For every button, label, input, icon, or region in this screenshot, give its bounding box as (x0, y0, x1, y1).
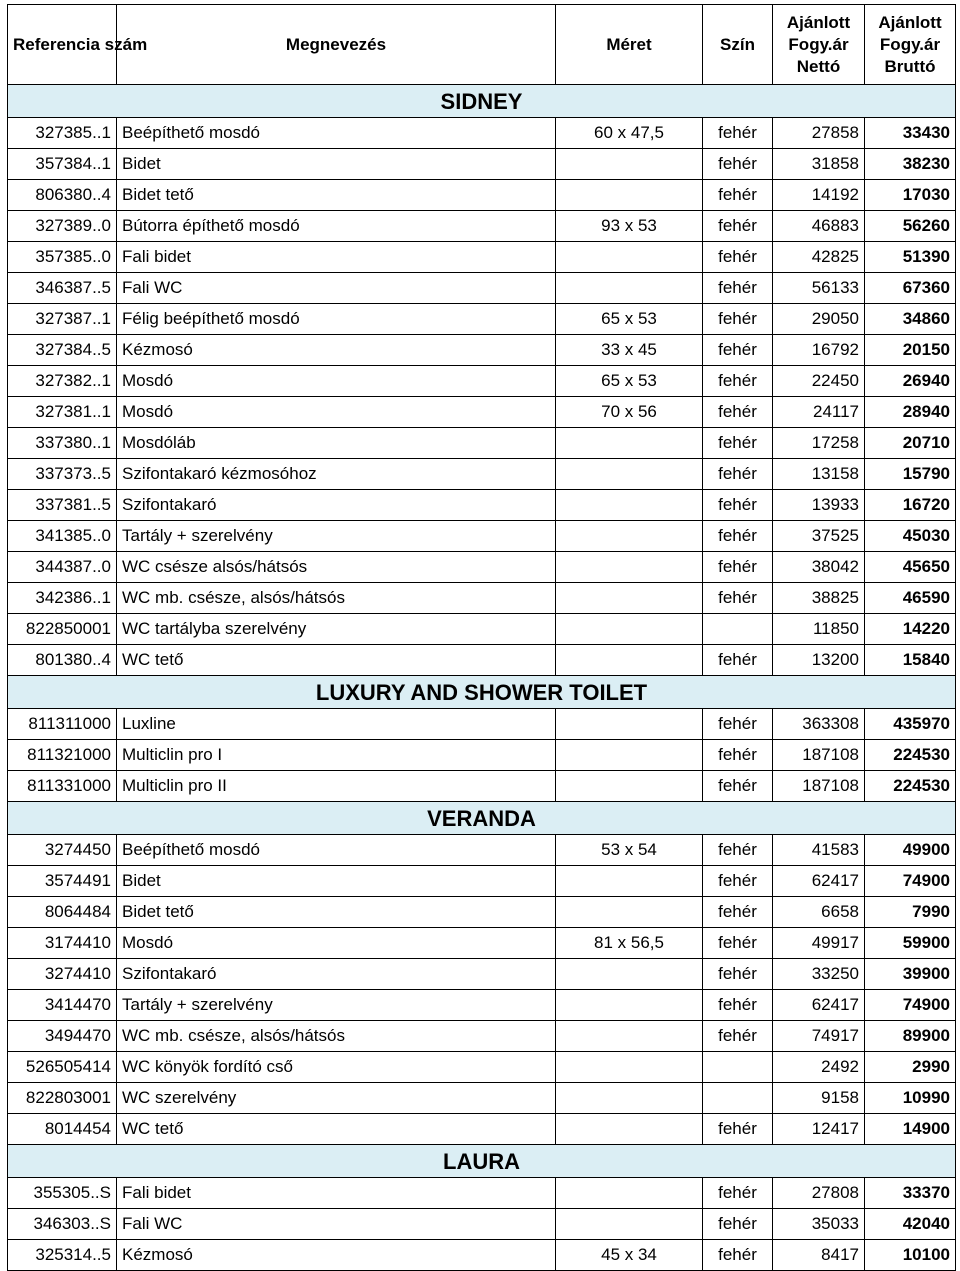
cell-color: fehér (703, 771, 773, 802)
cell-net-price: 187108 (773, 771, 865, 802)
cell-color: fehér (703, 397, 773, 428)
cell-size (556, 459, 703, 490)
cell-color: fehér (703, 428, 773, 459)
cell-color: fehér (703, 273, 773, 304)
section-header (8, 802, 956, 835)
cell-gross-price: 56260 (865, 211, 956, 242)
table-body (8, 85, 956, 1271)
header-gross: Ajánlott Fogy.ár Bruttó (865, 5, 956, 85)
cell-net-price: 13158 (773, 459, 865, 490)
cell-name: Bidet (117, 149, 556, 180)
cell-color: fehér (703, 583, 773, 614)
cell-net-price: 24117 (773, 397, 865, 428)
cell-net-price: 187108 (773, 740, 865, 771)
cell-size (556, 428, 703, 459)
cell-size (556, 645, 703, 676)
cell-ref: 811311000 (8, 709, 117, 740)
cell-ref: 327382..1 (8, 366, 117, 397)
table-row (8, 771, 956, 802)
table-row (8, 366, 956, 397)
table-row (8, 304, 956, 335)
cell-gross-price: 45650 (865, 552, 956, 583)
cell-gross-price: 67360 (865, 273, 956, 304)
cell-ref: 337373..5 (8, 459, 117, 490)
table-row (8, 1052, 956, 1083)
cell-name: Beépíthető mosdó (117, 118, 556, 149)
table-row (8, 335, 956, 366)
cell-name: WC tető (117, 645, 556, 676)
header-color: Szín (703, 5, 773, 85)
cell-name: Fali WC (117, 273, 556, 304)
cell-ref: 811331000 (8, 771, 117, 802)
cell-gross-price: 28940 (865, 397, 956, 428)
cell-net-price: 9158 (773, 1083, 865, 1114)
cell-name: Fali WC (117, 1209, 556, 1240)
cell-size: 70 x 56 (556, 397, 703, 428)
cell-ref: 3414470 (8, 990, 117, 1021)
table-row (8, 959, 956, 990)
table-row (8, 1209, 956, 1240)
table-row (8, 1083, 956, 1114)
cell-size (556, 866, 703, 897)
table-row (8, 118, 956, 149)
cell-size (556, 583, 703, 614)
cell-net-price: 6658 (773, 897, 865, 928)
section-title: LUXURY AND SHOWER TOILET (8, 676, 956, 709)
cell-gross-price: 74900 (865, 866, 956, 897)
cell-size (556, 1052, 703, 1083)
cell-name: Multiclin pro II (117, 771, 556, 802)
cell-color: fehér (703, 552, 773, 583)
cell-size (556, 771, 703, 802)
cell-gross-price: 14220 (865, 614, 956, 645)
cell-ref: 342386..1 (8, 583, 117, 614)
cell-ref: 357385..0 (8, 242, 117, 273)
cell-gross-price: 39900 (865, 959, 956, 990)
price-list (7, 4, 956, 1271)
cell-gross-price: 51390 (865, 242, 956, 273)
table-row (8, 866, 956, 897)
cell-color: fehér (703, 835, 773, 866)
cell-size (556, 490, 703, 521)
section-title: LAURA (8, 1145, 956, 1178)
cell-name: Szifontakaró (117, 490, 556, 521)
header-ref: Referencia szám (8, 5, 117, 85)
cell-gross-price: 17030 (865, 180, 956, 211)
cell-name: Mosdó (117, 928, 556, 959)
cell-net-price: 31858 (773, 149, 865, 180)
cell-size (556, 521, 703, 552)
cell-net-price: 13933 (773, 490, 865, 521)
table-row (8, 211, 956, 242)
cell-size: 53 x 54 (556, 835, 703, 866)
cell-ref: 3574491 (8, 866, 117, 897)
table-row (8, 928, 956, 959)
cell-gross-price: 10100 (865, 1240, 956, 1271)
cell-gross-price: 49900 (865, 835, 956, 866)
cell-name: Beépíthető mosdó (117, 835, 556, 866)
cell-name: Tartály + szerelvény (117, 990, 556, 1021)
cell-ref: 344387..0 (8, 552, 117, 583)
cell-color: fehér (703, 990, 773, 1021)
cell-color: fehér (703, 1178, 773, 1209)
header-size: Méret (556, 5, 703, 85)
cell-net-price: 33250 (773, 959, 865, 990)
header-net: Ajánlott Fogy.ár Nettó (773, 5, 865, 85)
cell-gross-price: 10990 (865, 1083, 956, 1114)
cell-ref: 357384..1 (8, 149, 117, 180)
cell-ref: 327381..1 (8, 397, 117, 428)
cell-name: WC mb. csésze, alsós/hátsós (117, 583, 556, 614)
cell-gross-price: 34860 (865, 304, 956, 335)
table-row (8, 709, 956, 740)
cell-name: Luxline (117, 709, 556, 740)
cell-color: fehér (703, 897, 773, 928)
cell-color: fehér (703, 1021, 773, 1052)
cell-size (556, 1021, 703, 1052)
cell-size (556, 273, 703, 304)
cell-ref: 327387..1 (8, 304, 117, 335)
cell-ref: 806380..4 (8, 180, 117, 211)
table-row (8, 428, 956, 459)
cell-ref: 325314..5 (8, 1240, 117, 1271)
cell-name: Bútorra építhető mosdó (117, 211, 556, 242)
cell-name: Tartály + szerelvény (117, 521, 556, 552)
cell-size: 60 x 47,5 (556, 118, 703, 149)
cell-net-price: 27858 (773, 118, 865, 149)
cell-color: fehér (703, 366, 773, 397)
cell-color: fehér (703, 304, 773, 335)
cell-color: fehér (703, 1114, 773, 1145)
table-row (8, 242, 956, 273)
cell-net-price: 13200 (773, 645, 865, 676)
table-row (8, 645, 956, 676)
table-row (8, 1240, 956, 1271)
cell-gross-price: 38230 (865, 149, 956, 180)
cell-gross-price: 46590 (865, 583, 956, 614)
section-header (8, 676, 956, 709)
cell-net-price: 38825 (773, 583, 865, 614)
cell-ref: 337381..5 (8, 490, 117, 521)
cell-net-price: 49917 (773, 928, 865, 959)
cell-size: 45 x 34 (556, 1240, 703, 1271)
cell-size (556, 740, 703, 771)
cell-ref: 3494470 (8, 1021, 117, 1052)
cell-gross-price: 89900 (865, 1021, 956, 1052)
cell-gross-price: 2990 (865, 1052, 956, 1083)
table-row (8, 180, 956, 211)
cell-name: Mosdóláb (117, 428, 556, 459)
table-row (8, 614, 956, 645)
cell-gross-price: 7990 (865, 897, 956, 928)
table-header (8, 5, 956, 85)
cell-color: fehér (703, 459, 773, 490)
cell-net-price: 62417 (773, 990, 865, 1021)
cell-net-price: 37525 (773, 521, 865, 552)
table-row (8, 490, 956, 521)
cell-name: Fali bidet (117, 242, 556, 273)
cell-net-price: 56133 (773, 273, 865, 304)
cell-color: fehér (703, 242, 773, 273)
cell-ref: 355305..S (8, 1178, 117, 1209)
cell-name: Bidet tető (117, 897, 556, 928)
table-row (8, 990, 956, 1021)
cell-ref: 346387..5 (8, 273, 117, 304)
cell-net-price: 42825 (773, 242, 865, 273)
cell-net-price: 46883 (773, 211, 865, 242)
cell-ref: 3274450 (8, 835, 117, 866)
cell-size (556, 709, 703, 740)
cell-gross-price: 14900 (865, 1114, 956, 1145)
cell-gross-price: 224530 (865, 771, 956, 802)
cell-color: fehér (703, 211, 773, 242)
cell-size (556, 552, 703, 583)
cell-ref: 327384..5 (8, 335, 117, 366)
table-row (8, 397, 956, 428)
table-row (8, 1114, 956, 1145)
cell-size (556, 180, 703, 211)
cell-ref: 3274410 (8, 959, 117, 990)
cell-gross-price: 33430 (865, 118, 956, 149)
cell-ref: 822803001 (8, 1083, 117, 1114)
header-name: Megnevezés (117, 5, 556, 85)
section-header (8, 1145, 956, 1178)
cell-gross-price: 20150 (865, 335, 956, 366)
cell-size: 33 x 45 (556, 335, 703, 366)
table-row (8, 552, 956, 583)
cell-color: fehér (703, 180, 773, 211)
cell-net-price: 14192 (773, 180, 865, 211)
cell-name: Félig beépíthető mosdó (117, 304, 556, 335)
cell-name: Fali bidet (117, 1178, 556, 1209)
cell-size (556, 149, 703, 180)
cell-net-price: 12417 (773, 1114, 865, 1145)
cell-color: fehér (703, 490, 773, 521)
cell-ref: 327385..1 (8, 118, 117, 149)
cell-ref: 337380..1 (8, 428, 117, 459)
cell-ref: 3174410 (8, 928, 117, 959)
cell-color: fehér (703, 521, 773, 552)
cell-net-price: 22450 (773, 366, 865, 397)
cell-size (556, 1114, 703, 1145)
cell-name: Bidet (117, 866, 556, 897)
cell-color: fehér (703, 118, 773, 149)
cell-net-price: 11850 (773, 614, 865, 645)
cell-gross-price: 42040 (865, 1209, 956, 1240)
cell-ref: 811321000 (8, 740, 117, 771)
cell-ref: 341385..0 (8, 521, 117, 552)
table-row (8, 897, 956, 928)
cell-size (556, 959, 703, 990)
cell-ref: 8014454 (8, 1114, 117, 1145)
cell-net-price: 16792 (773, 335, 865, 366)
cell-name: Bidet tető (117, 180, 556, 211)
cell-net-price: 2492 (773, 1052, 865, 1083)
cell-name: WC könyök fordító cső (117, 1052, 556, 1083)
cell-size (556, 1178, 703, 1209)
cell-ref: 801380..4 (8, 645, 117, 676)
cell-gross-price: 33370 (865, 1178, 956, 1209)
cell-gross-price: 59900 (865, 928, 956, 959)
cell-net-price: 17258 (773, 428, 865, 459)
cell-name: WC tartályba szerelvény (117, 614, 556, 645)
cell-size (556, 614, 703, 645)
cell-name: WC mb. csésze, alsós/hátsós (117, 1021, 556, 1052)
cell-gross-price: 20710 (865, 428, 956, 459)
section-header (8, 85, 956, 118)
cell-color: fehér (703, 1240, 773, 1271)
table-row (8, 273, 956, 304)
cell-name: Mosdó (117, 366, 556, 397)
cell-gross-price: 15790 (865, 459, 956, 490)
cell-ref: 346303..S (8, 1209, 117, 1240)
cell-ref: 822850001 (8, 614, 117, 645)
cell-net-price: 62417 (773, 866, 865, 897)
table-row (8, 740, 956, 771)
table-row (8, 1021, 956, 1052)
cell-ref: 8064484 (8, 897, 117, 928)
table-row (8, 459, 956, 490)
cell-color: fehér (703, 959, 773, 990)
table-row (8, 835, 956, 866)
section-title: VERANDA (8, 802, 956, 835)
price-table (7, 4, 956, 1271)
cell-size (556, 1209, 703, 1240)
table-row (8, 583, 956, 614)
section-title: SIDNEY (8, 85, 956, 118)
cell-name: WC csésze alsós/hátsós (117, 552, 556, 583)
table-row (8, 149, 956, 180)
cell-gross-price: 224530 (865, 740, 956, 771)
cell-net-price: 8417 (773, 1240, 865, 1271)
table-row (8, 1178, 956, 1209)
cell-name: WC tető (117, 1114, 556, 1145)
cell-gross-price: 15840 (865, 645, 956, 676)
cell-name: Kézmosó (117, 1240, 556, 1271)
cell-net-price: 27808 (773, 1178, 865, 1209)
cell-size (556, 897, 703, 928)
cell-color (703, 614, 773, 645)
cell-name: Multiclin pro I (117, 740, 556, 771)
cell-gross-price: 74900 (865, 990, 956, 1021)
cell-size (556, 242, 703, 273)
cell-name: Kézmosó (117, 335, 556, 366)
cell-size: 65 x 53 (556, 304, 703, 335)
cell-color: fehér (703, 1209, 773, 1240)
cell-name: Mosdó (117, 397, 556, 428)
cell-gross-price: 16720 (865, 490, 956, 521)
cell-ref: 526505414 (8, 1052, 117, 1083)
cell-color: fehér (703, 645, 773, 676)
cell-color: fehér (703, 149, 773, 180)
cell-size: 93 x 53 (556, 211, 703, 242)
cell-name: Szifontakaró kézmosóhoz (117, 459, 556, 490)
cell-color: fehér (703, 709, 773, 740)
cell-name: Szifontakaró (117, 959, 556, 990)
cell-color (703, 1083, 773, 1114)
cell-size (556, 1083, 703, 1114)
cell-ref: 327389..0 (8, 211, 117, 242)
cell-gross-price: 45030 (865, 521, 956, 552)
table-row (8, 521, 956, 552)
cell-gross-price: 26940 (865, 366, 956, 397)
cell-net-price: 35033 (773, 1209, 865, 1240)
cell-color: fehér (703, 740, 773, 771)
cell-size: 81 x 56,5 (556, 928, 703, 959)
cell-color (703, 1052, 773, 1083)
cell-color: fehér (703, 928, 773, 959)
cell-net-price: 29050 (773, 304, 865, 335)
cell-color: fehér (703, 866, 773, 897)
cell-net-price: 38042 (773, 552, 865, 583)
cell-size: 65 x 53 (556, 366, 703, 397)
cell-name: WC szerelvény (117, 1083, 556, 1114)
cell-size (556, 990, 703, 1021)
cell-net-price: 363308 (773, 709, 865, 740)
cell-net-price: 74917 (773, 1021, 865, 1052)
cell-gross-price: 435970 (865, 709, 956, 740)
cell-color: fehér (703, 335, 773, 366)
cell-net-price: 41583 (773, 835, 865, 866)
